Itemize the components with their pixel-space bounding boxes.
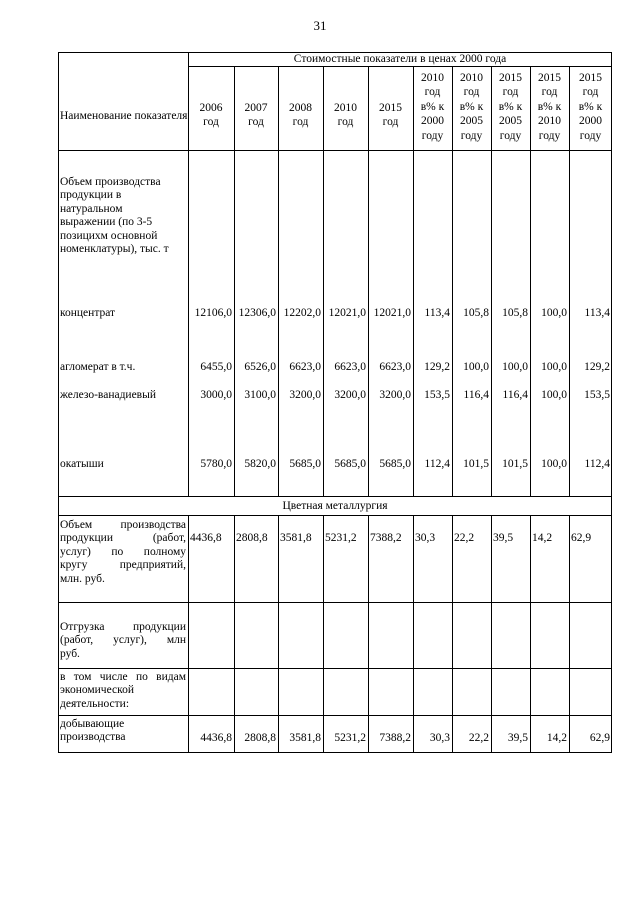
row-name: окатыши — [60, 458, 104, 470]
mining-row-value: 5231,2 — [334, 732, 366, 744]
volume-row-label-line: млн. руб. — [60, 572, 105, 585]
header-ratio: в% к — [498, 100, 523, 113]
header-name-column: Наименование показателя — [60, 110, 188, 122]
volume-row-label — [58, 519, 188, 586]
row-value: 100,0 — [541, 307, 567, 319]
volume-row-value: 7388,2 — [370, 532, 402, 544]
row-value: 100,0 — [541, 361, 567, 373]
header-ratio: году — [579, 129, 602, 142]
row-value: 3200,0 — [289, 389, 321, 401]
header-ratio: году — [499, 129, 522, 142]
header-ratio: год — [541, 86, 558, 99]
mining-row-label-line: добывающие — [60, 718, 125, 730]
page-number: 31 — [313, 18, 327, 33]
row-value: 113,4 — [584, 307, 610, 319]
row-value: 100,0 — [541, 458, 567, 470]
volume-row-label-line: продукции (работ, — [60, 532, 186, 545]
row-value: 12106,0 — [194, 307, 232, 319]
header-ratio: 2000 — [421, 115, 444, 128]
header-ratio: 2015 — [499, 72, 522, 84]
mining-row-value: 7388,2 — [379, 732, 411, 744]
volume-row-value: 3581,8 — [280, 532, 312, 544]
header-ratio: в% к — [420, 100, 445, 113]
row-value: 12306,0 — [238, 307, 276, 319]
shipment-row-label-line: руб. — [60, 647, 80, 660]
shipment-row-label — [58, 621, 188, 661]
header-ratio: год — [502, 86, 519, 99]
header-year: 2006 — [199, 102, 223, 114]
header-year-unit: год — [337, 116, 354, 128]
header-ratio: год — [463, 86, 480, 99]
row-value: 153,5 — [584, 389, 610, 401]
mining-row-label-line: производства — [60, 731, 126, 744]
volume-row-value: 5231,2 — [325, 532, 357, 544]
volume-row-label-line: Объем производства — [60, 519, 186, 531]
header-year-unit: год — [248, 116, 264, 128]
row-name: агломерат в т.ч. — [60, 361, 136, 373]
header-ratio: 2010 — [421, 72, 444, 84]
row-value: 5685,0 — [379, 458, 411, 470]
row-value: 3200,0 — [379, 389, 411, 401]
row-value: 100,0 — [463, 361, 489, 373]
row-value: 100,0 — [541, 389, 567, 401]
row-value: 116,4 — [502, 389, 528, 401]
mining-row-value: 62,9 — [589, 732, 610, 744]
volume-row-value: 62,9 — [571, 532, 592, 544]
row-value: 6623,0 — [289, 361, 321, 373]
mining-row-label — [58, 718, 188, 745]
mining-row-value: 2808,8 — [244, 732, 276, 744]
section1-label-line: продукции в — [60, 189, 122, 202]
mining-row-value: 3581,8 — [289, 732, 321, 744]
header-year: 2010 — [334, 102, 357, 114]
row-value: 3200,0 — [334, 389, 366, 401]
header-year: 2008 — [289, 102, 312, 114]
header-ratio: году — [538, 129, 561, 142]
row-value: 5685,0 — [334, 458, 366, 470]
volume-row-value: 30,3 — [415, 532, 436, 544]
row-value: 153,5 — [424, 389, 450, 401]
header-year-unit: год — [292, 116, 309, 128]
mining-row-value: 14,2 — [546, 732, 567, 744]
section1-label — [58, 176, 188, 256]
section1-label-line: натуральном — [60, 202, 123, 215]
header-ratio: 2015 — [579, 72, 602, 84]
row-value: 5780,0 — [200, 458, 232, 470]
header-year-unit: год — [203, 116, 219, 128]
volume-row-value: 14,2 — [532, 532, 553, 544]
row-value: 3100,0 — [244, 389, 276, 401]
row-value: 101,5 — [502, 458, 528, 470]
kinds-row-label-line: экономической — [60, 684, 134, 697]
header-ratio: год — [424, 86, 441, 99]
section1-label-line: номенклатуры), тыс. т — [60, 243, 169, 256]
header-ratio: 2010 — [538, 115, 561, 128]
row-value: 6623,0 — [379, 361, 411, 373]
header-ratio: в% к — [537, 100, 562, 113]
volume-row-label-line: услуг) по полному — [60, 545, 186, 558]
volume-row-value: 2808,8 — [236, 532, 268, 544]
header-ratio: 2005 — [499, 115, 522, 128]
row-value: 129,2 — [584, 361, 610, 373]
header-year: 2007 — [244, 102, 268, 114]
header-year: 2015 — [379, 102, 402, 114]
row-value: 113,4 — [424, 307, 450, 319]
row-value: 105,8 — [502, 307, 528, 319]
row-value: 101,5 — [463, 458, 489, 470]
section2-title: Цветная металлургия — [282, 500, 388, 512]
volume-row-value: 39,5 — [493, 532, 514, 544]
row-value: 12021,0 — [373, 307, 411, 319]
row-value: 5820,0 — [244, 458, 276, 470]
row-value: 129,2 — [424, 361, 450, 373]
data-table — [58, 52, 612, 753]
volume-row-value: 22,2 — [454, 532, 475, 544]
mining-row-value: 39,5 — [507, 732, 528, 744]
header-group-title: Стоимостные показатели в ценах 2000 года — [293, 53, 507, 65]
header-ratio: году — [460, 129, 483, 142]
row-name: железо-ванадиевый — [60, 389, 156, 401]
row-value: 100,0 — [502, 361, 528, 373]
header-ratio: 2015 — [538, 72, 561, 84]
row-value: 6526,0 — [244, 361, 276, 373]
row-name: концентрат — [60, 307, 116, 319]
mining-row-value: 4436,8 — [200, 732, 232, 744]
section1-label-line: позицихм основной — [60, 229, 158, 242]
header-ratio: в% к — [459, 100, 484, 113]
shipment-row-label-line: (работ, услуг), млн — [60, 634, 186, 647]
row-value: 6455,0 — [200, 361, 232, 373]
kinds-row-label-line: в том числе по видам — [60, 671, 186, 683]
row-value: 5685,0 — [289, 458, 321, 470]
shipment-row-label-line: Отгрузка продукции — [60, 621, 186, 633]
row-value: 12202,0 — [283, 307, 321, 319]
header-year-unit: год — [382, 116, 399, 128]
kinds-row-label-line: деятельности: — [60, 697, 130, 710]
mining-row-value: 30,3 — [429, 732, 450, 744]
header-ratio: год — [582, 86, 599, 99]
row-value: 112,4 — [584, 458, 610, 470]
header-ratio: 2000 — [579, 115, 602, 128]
row-value: 12021,0 — [328, 307, 366, 319]
mining-row-value: 22,2 — [468, 732, 489, 744]
row-value: 105,8 — [463, 307, 489, 319]
volume-row-value: 4436,8 — [190, 532, 222, 544]
row-value: 112,4 — [424, 458, 450, 470]
row-value: 6623,0 — [334, 361, 366, 373]
section1-label-line: выражении (по 3-5 — [60, 216, 153, 229]
header-ratio: 2005 — [460, 115, 483, 128]
row-value: 116,4 — [463, 389, 489, 401]
kinds-row-label — [58, 671, 188, 711]
volume-row-label-line: кругу предприятий, — [60, 559, 186, 572]
section1-label-line: Объем производства — [60, 176, 161, 188]
header-ratio: в% к — [578, 100, 603, 113]
header-ratio: году — [421, 129, 444, 142]
header-ratio: 2010 — [460, 72, 483, 84]
row-value: 3000,0 — [200, 389, 232, 401]
